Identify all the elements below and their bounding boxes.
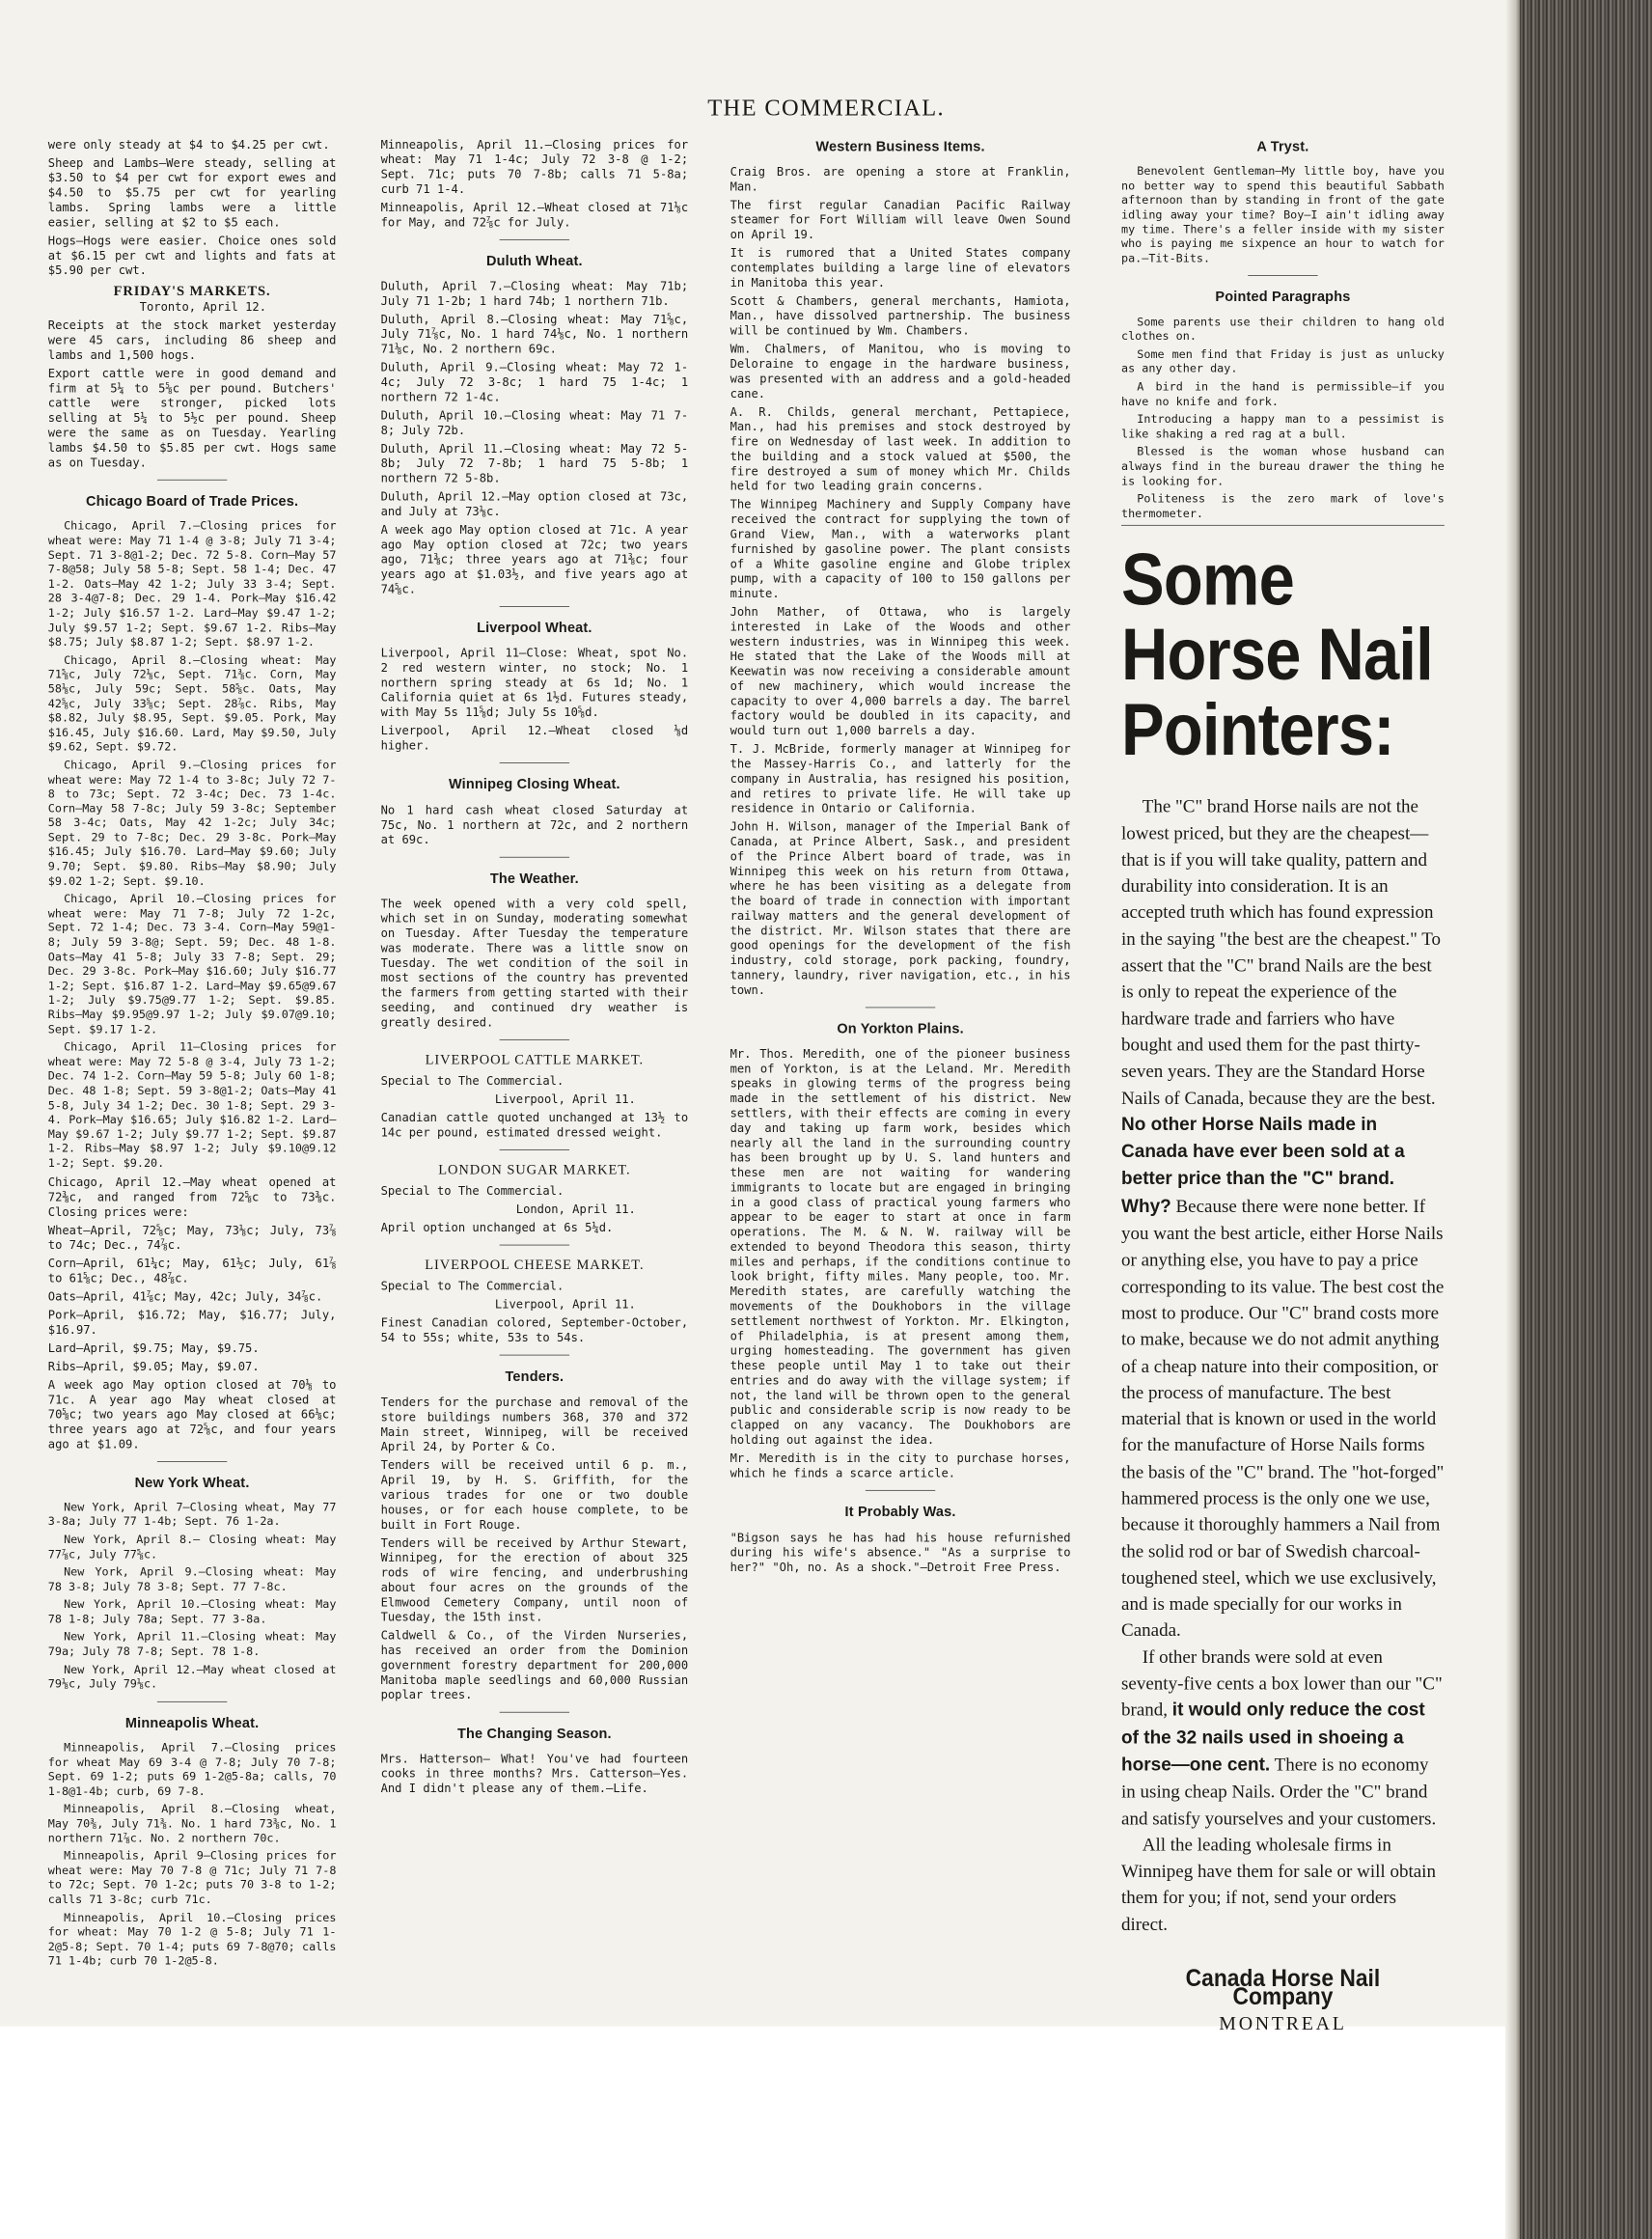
friday-markets-heading: FRIDAY'S MARKETS. bbox=[113, 284, 271, 299]
winnipeg-heading: Winnipeg Closing Wheat. bbox=[448, 777, 620, 793]
price-paragraph: New York, April 11.—Closing wheat: May 79a; July 78 7-8; Sept. 78 1-8. bbox=[47, 1631, 337, 1659]
market-paragraph: Finest Canadian colored, September-October, 54 to 55s; white, 53s to 54s. bbox=[380, 1317, 689, 1346]
price-paragraph: Chicago, April 9.—Closing prices for wheat were: May 72 1-4 to 3-8c; July 72 7-8 to 73c; Sept. 72 3-4c; Dec. 73 1-4c. Corn—May 58 7-8c; July 59 3-8c; September 58 3-4c; Oats, May 42 1-2c; July 34c; Sept. 29 to 7-8c; Dec. 29 3-8c. Pork—May $16.45; July $16.70. Lard—May $9.60; July 9.70; Sept. $9.80. Ribs—May $8.90; July $9.02 1-2; Sept. $9.10. bbox=[47, 759, 337, 889]
dateline: Liverpool, April 11. bbox=[494, 1093, 636, 1107]
duluth-heading: Duluth Wheat. bbox=[486, 254, 583, 269]
news-paragraph: The Winnipeg Machinery and Supply Company have received the contract for supplying the town of Grand View, Man., with a waterworks plant furnished by gasoline power. The plant consists of a White gasoline engine and Globe triplex pump, with a capacity of 100 to 150 gallons per minute. bbox=[730, 498, 1071, 601]
news-paragraph: A. R. Childs, general merchant, Pettapiece, Man., had his premises and stock destroyed by fire on Wednesday of last week. In addition to the building and a stock valued at $500, the fire destroyed a sum of money which Mr. Childs held for two leading grain concerns. bbox=[730, 406, 1071, 494]
ad-company-name: Canada Horse Nail Company bbox=[1185, 1964, 1381, 2010]
chicago-heading: Chicago Board of Trade Prices. bbox=[85, 494, 299, 510]
market-paragraph: Receipts at the stock market yesterday were 45 cars, including 86 sheep and lambs and 1,500 hogs. bbox=[47, 319, 337, 363]
news-paragraph: The first regular Canadian Pacific Railway steamer for Fort William will leave Owen Sound on April 19. bbox=[730, 199, 1071, 242]
price-paragraph: New York, April 10.—Closing wheat: May 78 1-8; July 78a; Sept. 77 3-8a. bbox=[47, 1598, 337, 1627]
dateline: Toronto, April 12. bbox=[139, 301, 267, 315]
price-paragraph: Liverpool, April 12.—Wheat closed ⅛d higher. bbox=[380, 725, 689, 754]
news-paragraph: Craig Bros. are opening a store at Franklin, Man. bbox=[730, 166, 1071, 195]
price-paragraph: Chicago, April 10.—Closing prices for wheat were: May 71 7-8; July 72 1-2c, Sept. 72 1-4; Dec. 73 3-4. Corn—May 59@1-8; July 59 3-8@; Sept. 59; Dec. 48 1-8. Oats—May 41 5-8; July 33 7-8; Sept. 29; Dec. 29 3-8c. Pork—May $16.60; July $16.77 1-2; Sept. $16.87 1-2. Lard—May $9.65@9.67 1-2; July $9.75@9.77 1-2; Sept. $9.85. Ribs—May $9.95@9.97 1-2; July $9.07@9.10; Sept. $9.17 1-2. bbox=[47, 893, 337, 1037]
tender-paragraph: Tenders for the purchase and removal of the store buildings numbers 368, 370 and 372 Main street, Winnipeg, will be received April 24, by Porter & Co. bbox=[380, 1396, 689, 1454]
ad-paragraph bbox=[1121, 793, 1445, 1644]
divider bbox=[500, 606, 569, 607]
ad-paragraph: All the leading wholesale firms in Winnipeg have them for sale or will obtain them for you; if not, send your orders direct. bbox=[1121, 1834, 1436, 1935]
price-paragraph: New York, April 7—Closing wheat, May 77 3-8a; July 77 1-4b; Sept. 76 1-2a. bbox=[47, 1501, 337, 1530]
pointed-line: Blessed is the woman whose husband can always find in the bureau drawer the thing he is looking for. bbox=[1121, 445, 1445, 488]
divider bbox=[1121, 525, 1445, 526]
weather-heading: The Weather. bbox=[489, 871, 579, 887]
price-line: Wheat—April, 72⅝c; May, 73⅛c; July, 73⅞ to 74c; Dec., 74⅞c. bbox=[47, 1224, 337, 1253]
yorkton-heading: On Yorkton Plains. bbox=[837, 1022, 964, 1037]
price-paragraph: Duluth, April 10.—Closing wheat: May 71 7-8; July 72b. bbox=[380, 409, 689, 438]
news-paragraph: T. J. McBride, formerly manager at Winnipeg for the Massey-Harris Co., and latterly for the company in Australia, has resigned his position, and retires to private life. He will take up residence in Ontario or California. bbox=[730, 743, 1071, 816]
ad-bold-text: No other Horse Nails made in Canada have ever been sold at a better price than the "C" brand. Why? bbox=[1121, 1114, 1405, 1217]
price-paragraph: Minneapolis, April 9—Closing prices for wheat were: May 70 7-8 @ 71c; July 71 7-8 to 72c; Sept. 70 1-2c; puts 70 3-8 to 1-2; calls 71 3-8c; curb 71c. bbox=[47, 1849, 337, 1907]
pointed-line: Some parents use their children to hang old clothes on. bbox=[1121, 316, 1445, 344]
special-line: Special to The Commercial. bbox=[380, 1185, 564, 1199]
masthead-title: THE COMMERCIAL. bbox=[707, 94, 945, 121]
price-paragraph: Duluth, April 9.—Closing wheat: May 72 1-4c; July 72 3-8c; 1 hard 75 1-4c; 1 northern 72 1-4c. bbox=[380, 361, 689, 405]
tender-paragraph: Tenders will be received until 6 p. m., April 19, by H. S. Griffith, for the various trades for one or two double houses, or for each house complete, to be built in Fort Rouge. bbox=[380, 1458, 689, 1533]
divider bbox=[866, 1490, 935, 1491]
pointed-line: Some men find that Friday is just as unlucky as any other day. bbox=[1121, 347, 1445, 376]
tender-paragraph: Tenders will be received by Arthur Stewart, Winnipeg, for the erection of about 325 rods of wire fencing, and underbrushing about four acres on the grounds of the Elmwood Cemetery Company, until noon of Tuesday, the 15th inst. bbox=[380, 1536, 689, 1624]
price-paragraph: New York, April 9.—Closing wheat: May 78 3-8; July 78 3-8; Sept. 77 7-8c. bbox=[47, 1565, 337, 1594]
cheese-market-heading: LIVERPOOL CHEESE MARKET. bbox=[425, 1258, 645, 1273]
price-paragraph: New York, April 12.—May wheat closed at 79⅛c, July 79⅛c. bbox=[47, 1663, 337, 1692]
column-1 bbox=[48, 138, 337, 1973]
market-paragraph: Canadian cattle quoted unchanged at 13½ to 14c per pound, estimated dressed weight. bbox=[380, 1112, 689, 1141]
news-paragraph: John H. Wilson, manager of the Imperial Bank of Canada, at Prince Albert, Sask., and president of the Prince Albert board of trade, was in Winnipeg this week on his return from Ottawa, where he has been visiting as a delegate from the board of trade in connection with important railway matters and the general development of the district. Mr. Wilson states that there are good openings for the development of the fish industry, cold storage, pork packing, foundry, tannery, laundry, river navigation, etc., in his town. bbox=[730, 820, 1071, 998]
price-paragraph: Duluth, April 12.—May option closed at 73c, and July at 73⅛c. bbox=[380, 490, 689, 519]
joke-paragraph: "Bigson says he has had his house refurnished during his wife's absence." "As a surprise to her?" "Oh, no. As a shock."—Detroit Free Press. bbox=[730, 1532, 1071, 1575]
ad-company-city: MONTREAL bbox=[1219, 2012, 1347, 2035]
changing-season-heading: The Changing Season. bbox=[457, 1726, 612, 1742]
dateline: Liverpool, April 11. bbox=[494, 1299, 636, 1313]
liverpool-wheat-heading: Liverpool Wheat. bbox=[477, 621, 592, 637]
pointed-line: Introducing a happy man to a pessimist is like shaking a red rag at a bull. bbox=[1121, 413, 1445, 441]
western-business-heading: Western Business Items. bbox=[815, 139, 985, 155]
price-paragraph: A week ago May option closed at 71c. A year ago May option closed at 72c; two years ago, 71⅜c; three years ago at 71⅜c; four years ago at $1.03½, and five years ago at 74⅝c. bbox=[380, 524, 689, 597]
divider bbox=[157, 480, 227, 481]
market-paragraph: Export cattle were in good demand and firm at 5¼ to 5⅝c per pound. Butchers' cattle were stronger, picked lots selling at 5¼ to 5½c per pound. Sheep were the same as on Tuesday. Yearling lambs $4.50 to $5.85 per cwt. Hogs same as on Tuesday. bbox=[47, 368, 337, 471]
pointed-heading: Pointed Paragraphs bbox=[1215, 290, 1351, 306]
price-paragraph: Minneapolis, April 7.—Closing prices for wheat May 69 3-4 @ 7-8; July 70 7-8; Sept. 69 1-2; puts 69 1-2@5-8a; calls, 70 1-8@1-4b; curb, 69 7-8. bbox=[47, 1741, 337, 1799]
divider bbox=[500, 762, 569, 763]
ad-headline-line: Pointers: bbox=[1121, 688, 1394, 771]
news-paragraph: It is rumored that a United States company contemplates building a large line of elevators in Manitoba this year. bbox=[730, 247, 1071, 290]
market-paragraph: were only steady at $4 to $4.25 per cwt. bbox=[47, 138, 330, 152]
price-line: Pork—April, $16.72; May, $16.77; July, $16.97. bbox=[47, 1309, 337, 1338]
special-line: Special to The Commercial. bbox=[380, 1281, 564, 1294]
price-line: Oats—April, 41⅞c; May, 42c; July, 34⅞c. bbox=[47, 1290, 323, 1304]
price-paragraph: Minneapolis, April 12.—Wheat closed at 71⅛c for May, and 72⅞c for July. bbox=[380, 202, 689, 231]
price-paragraph: Liverpool, April 11—Close: Wheat, spot No. 2 red western winter, no stock; No. 1 northern spring steady at 6s 1d; No. 1 California quiet at 6s 1½d. Futures steady, with May 5s 11⅝d; July 5s 10⅝d. bbox=[380, 647, 689, 721]
ad-text: There is no economy in using cheap Nails. Order the "C" brand and satisfy yourselves and your customers. bbox=[1121, 1754, 1437, 1829]
ad-text: Because there were none better. If you want the best article, either Horse Nails or anything else, you have to pay a price corresponding to its value. The best cost the most to produce. Our "C" brand costs more to make, because we do not admit anything of a cheap nature into their composition, or the process of manufacture. The best material that is known or used in the world for the manufacture of Horse Nails forms the basis of the "C" brand. The "hot-forged" hammered process is the only one we use, because it thoroughly hammers a Nail from the solid rod or bar of Swedish charcoal-toughened steel, which we use exclusively, and is made specially for our works in Canada. bbox=[1121, 1195, 1445, 1642]
divider bbox=[500, 856, 569, 857]
price-paragraph: Duluth, April 11.—Closing wheat: May 72 5-8b; July 72 7-8b; 1 hard 75 5-8b; 1 northern 72 5-8b. bbox=[380, 443, 689, 486]
market-paragraph: Sheep and Lambs—Were steady, selling at $3.50 to $4 per cwt for export ewes and $4.50 to $5.75 per cwt for yearling lambs. Spring lambs were a little easier, selling at $2 to $5 each. bbox=[47, 156, 337, 231]
divider bbox=[500, 1039, 569, 1040]
price-paragraph: Minneapolis, April 8.—Closing wheat, May 70⅜, July 71⅜. No. 1 hard 73⅜c, No. 1 northern 71⅞c. No. 2 northern 70c. bbox=[47, 1803, 337, 1845]
market-paragraph: Hogs—Hogs were easier. Choice ones sold at $6.15 per cwt and lights and fats at $5.90 per cwt. bbox=[47, 235, 337, 278]
price-paragraph: No 1 hard cash wheat closed Saturday at 75c, No. 1 northern at 72c, and 2 northern at 69c. bbox=[380, 804, 689, 847]
tenders-heading: Tenders. bbox=[505, 1369, 564, 1385]
tender-paragraph: Caldwell & Co., of the Virden Nurseries, has received an order from the Dominion government forestry department for 200,000 Manitoba maple seedlings and 60,000 Russian poplar trees. bbox=[380, 1629, 689, 1702]
price-line: Corn—April, 61¼c; May, 61½c; July, 61⅞ to 61⅝c; Dec., 48⅞c. bbox=[47, 1257, 337, 1285]
special-line: Special to The Commercial. bbox=[380, 1075, 564, 1089]
divider bbox=[500, 1355, 569, 1356]
column-2 bbox=[381, 138, 689, 1800]
price-paragraph: Chicago, April 8.—Closing wheat: May 71⅝c, July 72⅛c, Sept. 71⅜c. Corn, May 58⅛c, July 59c; Sept. 58⅝c. Oats, May 42⅝c, July 33⅝c; Sept. 28⅞c. Ribs, May $8.82, July $8.95, Sept. $9.05. Pork, May $16.45, July $16.60. Lard, May $9.50, July $9.62, Sept. $9.72. bbox=[47, 653, 337, 755]
minneapolis-heading: Minneapolis Wheat. bbox=[124, 1716, 260, 1731]
divider bbox=[500, 1245, 569, 1246]
ad-headline-line: Some bbox=[1121, 538, 1295, 621]
tryst-heading: A Tryst. bbox=[1256, 139, 1309, 155]
price-paragraph: Chicago, April 12.—May wheat opened at 72⅜c, and ranged from 72⅝c to 73⅜c. Closing prices were: bbox=[47, 1175, 337, 1219]
ad-headline-line: Horse Nail bbox=[1121, 613, 1433, 696]
divider bbox=[500, 1711, 569, 1712]
dateline: London, April 11. bbox=[515, 1203, 636, 1217]
news-paragraph: Scott & Chambers, general merchants, Hamiota, Man., have dissolved partnership. The business will be continued by Wm. Chambers. bbox=[730, 295, 1071, 339]
divider bbox=[866, 1008, 935, 1009]
weather-paragraph: The week opened with a very cold spell, which set in on Sunday, moderating somewhat on Tuesday. After Tuesday the temperature was moderate. There was a little snow on Tuesday. The wet condition of the soil in most sections of the country has prevented the farmers from getting started with their seeding, and continued dry weather is greatly desired. bbox=[380, 898, 689, 1030]
price-paragraph: Chicago, April 11—Closing prices for wheat were: May 72 5-8 @ 3-4, July 73 1-2; Dec. 74 1-2. Corn—May 59 5-8; July 60 1-8; Dec. 48 1-8; Sept. 59 3-8@1-2; Oats—May 41 5-8, July 34 1-2; Dec. 30 1-8; Sept. 29 3-4. Pork—May $16.65; July $16.82 1-2. Lard—May $9.67 1-2; July $9.77 1-2; Sept. $9.87 1-2. Ribs—May $8.97 1-2; July $9.10@9.12 1-2; Sept. $9.20. bbox=[47, 1040, 337, 1171]
divider bbox=[500, 239, 569, 240]
pointed-line: A bird in the hand is permissible—if you have no knife and fork. bbox=[1121, 380, 1445, 409]
ad-body bbox=[1121, 793, 1445, 1937]
column-3 bbox=[730, 138, 1071, 1579]
price-paragraph: Chicago, April 7.—Closing prices for wheat were: May 71 1-4 @ 3-8; July 71 3-4; Sept. 71 3-8@1-2; Dec. 72 5-8. Corn—May 57 7-8@58; July 58 5-8; Sept. 58 1-4; Dec. 47 1-2. Oats—May 42 1-2; July 33 3-4; Sept. 28 3-4@7-8; Dec. 29 1-4. Pork—May $16.42 1-2; July $16.57 1-2. Lard—May $9.47 1-2; July $9.57 1-2; Sept. $9.67 1-2. Ribs—May $8.75; July $8.87 1-2; Sept. $8.97 1-2. bbox=[47, 519, 337, 650]
price-paragraph: New York, April 8.— Closing wheat: May 77⅞c, July 77⅝c. bbox=[47, 1534, 337, 1562]
news-paragraph: Mr. Thos. Meredith, one of the pioneer business men of Yorkton, is at the Leland. Mr. Meredith speaks in glowing terms of the progress being made in the settlement of his district. New settlers, with their effects are coming in every day and taking up farm work, besides which nearly all the land in the surrounding country has been brought up by U. S. land hunters and these men are not waiting for wandering immigrants to locate but are engaged in bringing in a good class of practical young farmers who appear to be eager to start at once in farm operations. The M. & N. W. railway will be extended to beyond Theodora this season, thirty miles and perhaps, if the conditions continue to look bright, fifty miles. Many people, too. Mr. Meredith states, are carefully watching the movements of the Doukhobors in the village settlement northwest of Yorkton. Mr. Elkington, of Philadelphia, is at present among them, urging homesteading. The government has given these people until May 1 to take out their entries and do away with the village system; if not, the land will be thrown open to the general public and considerable scrip is now ready to be clapped on any vacancy. The Doukhobors are holding out against the idea. bbox=[730, 1048, 1071, 1448]
joke-paragraph: Benevolent Gentleman—My little boy, have you no better way to spend this beautiful Sabbath afternoon than by standing in front of the gate idling away your time? Boy—I ain't idling away my time. There's a feller inside with my sister who is paying me sixpence an hour to watch for pa.—Tit-Bits. bbox=[1121, 165, 1445, 265]
new-york-heading: New York Wheat. bbox=[134, 1476, 250, 1491]
news-paragraph: Wm. Chalmers, of Manitou, who is moving to Deloraine to engage in the hardware business, was presented with an address and a gold-headed cane. bbox=[730, 343, 1071, 401]
ad-headline bbox=[1121, 538, 1444, 771]
price-paragraph: Minneapolis, April 10.—Closing prices for wheat: May 70 1-2 @ 5-8; July 71 1-2@5-8; Sept. 70 1-4; puts 69 7-8@70; calls 71 1-4b; curb 70 1-2@5-8. bbox=[47, 1911, 337, 1969]
horse-nail-advertisement bbox=[1121, 538, 1445, 2035]
news-paragraph: John Mather, of Ottawa, who is largely interested in Lake of the Woods and other western industries, was in Winnipeg this week. He stated that the Lake of the Woods mill at Keewatin was now receiving a considerable amount of new machinery, which would increase the capacity to over 4,000 barrels a day. The barrel factory would be doubled in its capacity, and would turn out 1,000 barrels a day. bbox=[730, 606, 1071, 738]
divider bbox=[1248, 275, 1317, 276]
price-paragraph: A week ago May option closed at 70⅛ to 71c. A year ago May wheat closed at 70⅝c; two years ago May closed at 66⅛c; three years ago at 72⅝c, and four years ago at $1.09. bbox=[47, 1378, 337, 1451]
price-line: Lard—April, $9.75; May, $9.75. bbox=[47, 1341, 260, 1356]
ad-paragraph bbox=[1121, 1644, 1445, 1832]
ad-text: The "C" brand Horse nails are not the lowest priced, but they are the cheapest—that is if you will take quality, pattern and durability into consideration. It is an accepted truth which has found expression in the saying "the best are the cheapest." To assert that the "C" brand Nails are the best is only to repeat the experience of the hardware trade and farriers who have bought and used them for the past thirty-seven years. They are the Standard Horse Nails of Canada, because they are the best. bbox=[1121, 795, 1442, 1109]
joke-paragraph: Mrs. Hatterson— What! You've had fourteen cooks in three months? Mrs. Catterson—Yes. And I didn't please any of them.—Life. bbox=[380, 1753, 689, 1796]
column-4 bbox=[1121, 138, 1445, 2033]
market-paragraph: April option unchanged at 6s 5¼d. bbox=[380, 1222, 614, 1235]
divider bbox=[157, 1701, 227, 1702]
ad-bold-text: it would only reduce the cost of the 32 nails used in shoeing a horse—one cent. bbox=[1121, 1700, 1425, 1775]
divider bbox=[500, 1149, 569, 1150]
price-paragraph: Duluth, April 7.—Closing wheat: May 71b; July 71 1-2b; 1 hard 74b; 1 northern 71b. bbox=[380, 280, 689, 309]
price-line: Ribs—April, $9.05; May, $9.07. bbox=[47, 1360, 260, 1374]
news-paragraph: Mr. Meredith is in the city to purchase horses, which he finds a scarce article. bbox=[730, 1452, 1071, 1481]
ad-text: If other brands were sold at even seventy-five cents a box lower than our "C" brand, bbox=[1121, 1645, 1443, 1721]
divider bbox=[157, 1461, 227, 1462]
probably-heading: It Probably Was. bbox=[844, 1505, 956, 1521]
price-paragraph: Minneapolis, April 11.—Closing prices for wheat: May 71 1-4c; July 72 3-8 @ 1-2; Sept. 71c; puts 70 7-8b; calls 71 5-8a; curb 71 1-4. bbox=[380, 138, 689, 197]
book-binding-edge bbox=[1520, 0, 1652, 2239]
price-paragraph: Duluth, April 8.—Closing wheat: May 71⅝c, July 71⅞c, No. 1 hard 74⅛c, No. 1 northern 71⅛c, No. 2 northern 69c. bbox=[380, 314, 689, 357]
pointed-line: Politeness is the zero mark of love's thermometer. bbox=[1121, 492, 1445, 521]
sugar-market-heading: LONDON SUGAR MARKET. bbox=[438, 1162, 631, 1177]
cattle-market-heading: LIVERPOOL CATTLE MARKET. bbox=[425, 1052, 645, 1067]
